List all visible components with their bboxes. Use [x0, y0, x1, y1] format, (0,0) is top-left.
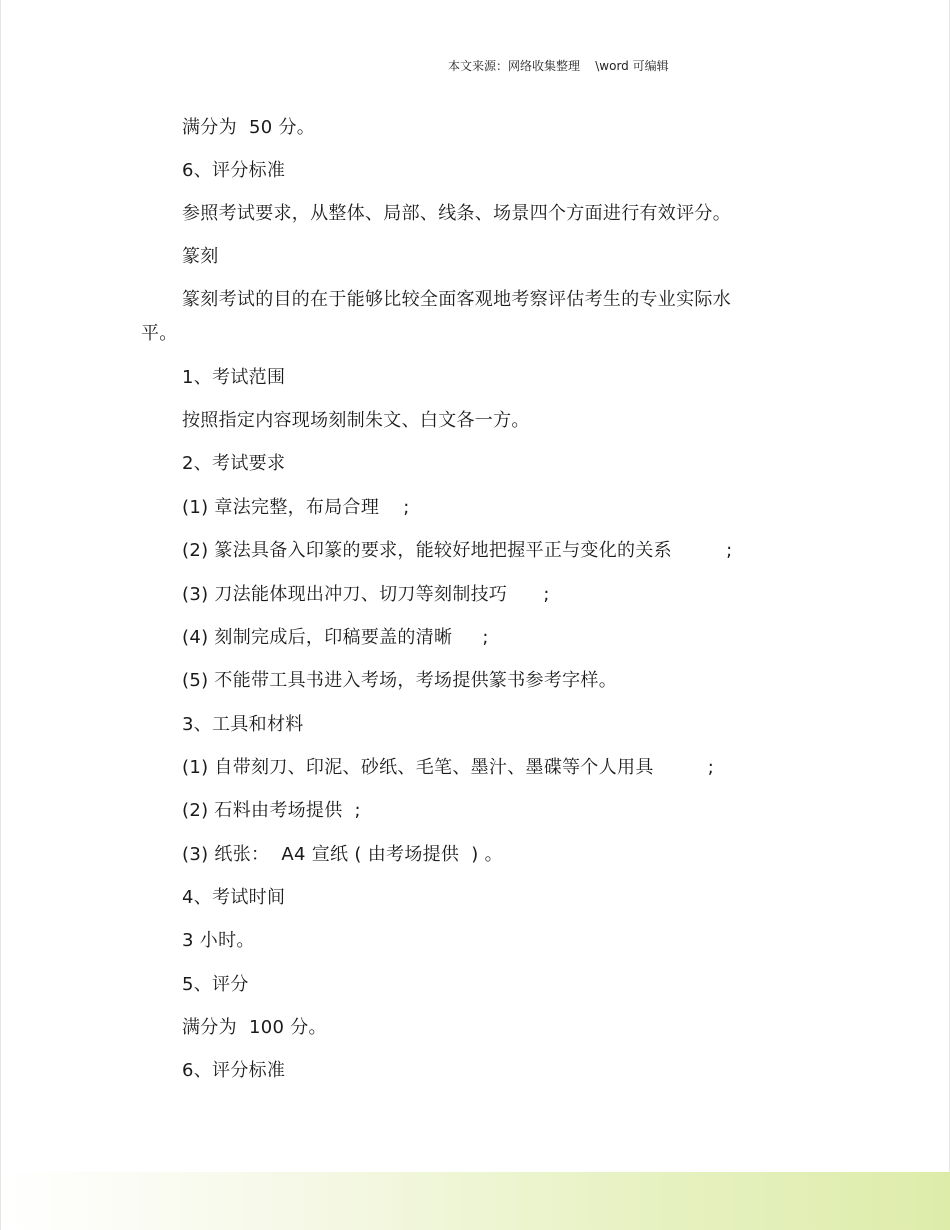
- list-item-requirement-3: (3) 刀法能体现出冲刀、切刀等刻制技巧 ;: [182, 584, 550, 605]
- heading-scoring-standard-2: 6、评分标准: [182, 1060, 286, 1081]
- heading-scoring-standard: 6、评分标准: [182, 160, 286, 181]
- text-line-scoring-reference: 参照考试要求，从整体、局部、线条、场景四个方面进行有效评分。: [182, 203, 731, 224]
- text-line-full-score-100: 满分为 100 分。: [182, 1017, 327, 1038]
- list-item-requirement-1: (1) 章法完整，布局合理 ;: [182, 497, 410, 518]
- text-line-exam-purpose-continued: 平。: [141, 323, 178, 344]
- list-item-tools-3: (3) 纸张： A4 宣纸 ( 由考场提供 ) 。: [182, 844, 503, 865]
- heading-tools-materials: 3、工具和材料: [182, 714, 304, 735]
- list-item-tools-1: (1) 自带刻刀、印泥、砂纸、毛笔、墨汁、墨碟等个人用具 ;: [182, 757, 715, 778]
- heading-exam-time: 4、考试时间: [182, 887, 286, 908]
- footer-gradient-band: [1, 1172, 950, 1230]
- text-line-exam-purpose: 篆刻考试的目的在于能够比较全面客观地考察评估考生的专业实际水: [182, 289, 731, 310]
- list-item-tools-2: (2) 石料由考场提供 ;: [182, 800, 361, 821]
- text-line-exam-time: 3 小时。: [182, 930, 255, 951]
- list-item-requirement-2: (2) 篆法具备入印篆的要求，能较好地把握平正与变化的关系 ;: [182, 540, 733, 561]
- text-line-exam-scope: 按照指定内容现场刻制朱文、白文各一方。: [182, 410, 530, 431]
- list-item-requirement-4: (4) 刻制完成后，印稿要盖的清晰 ;: [182, 627, 489, 648]
- heading-exam-scope: 1、考试范围: [182, 367, 286, 388]
- page-header: 本文来源：网络收集整理 \word 可编辑: [448, 59, 669, 73]
- heading-exam-requirements: 2、考试要求: [182, 453, 286, 474]
- heading-scoring: 5、评分: [182, 974, 249, 995]
- section-title-seal-carving: 篆刻: [182, 246, 219, 267]
- list-item-requirement-5: (5) 不能带工具书进入考场，考场提供篆书参考字样。: [182, 670, 618, 691]
- text-line-full-score-50: 满分为 50 分。: [182, 117, 316, 138]
